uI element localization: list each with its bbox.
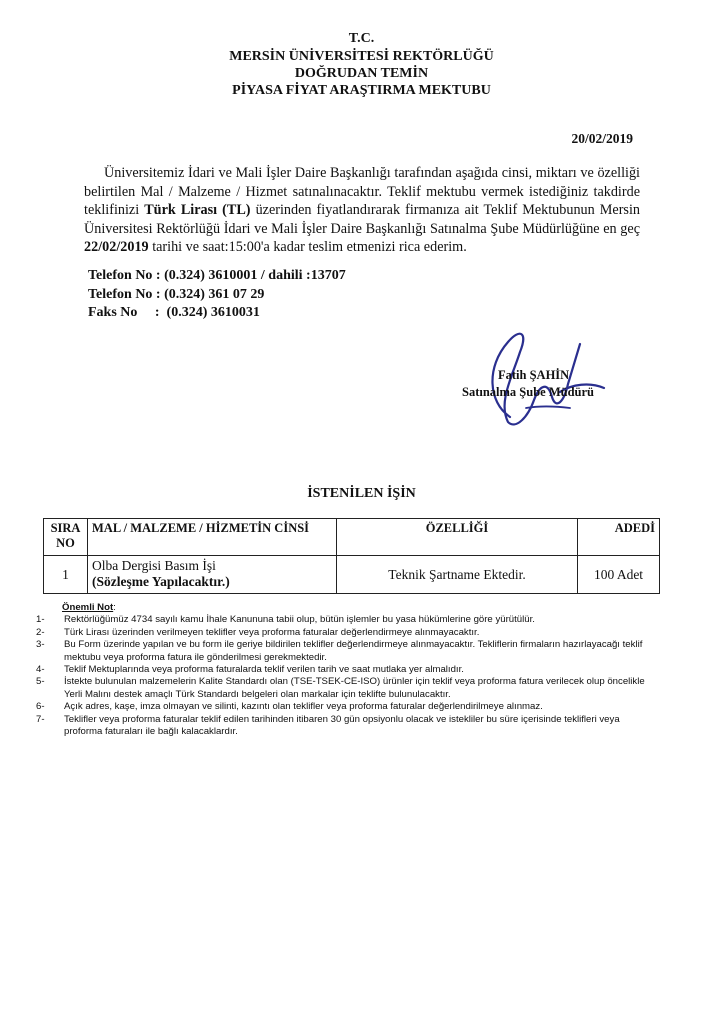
phone-line-2: Telefon No : (0.324) 361 07 29 — [88, 287, 265, 302]
header-specification: ÖZELLİĞİ — [337, 519, 578, 556]
list-item — [36, 627, 656, 639]
header-quantity: ADEDİ — [578, 519, 660, 556]
header-document-title: PİYASA FİYAT ARAŞTIRMA MEKTUBU — [232, 83, 491, 98]
body-text-2: üzerinden fiyatlandırarak firmanıza ait Teklif Mektubunun Mersin Üniversitesi Rektörlüğü İdari ve Mali İşler Daire Başkanlığı Satınalma Şube Müdürlüğüne en geç — [84, 202, 640, 237]
item-name-cell — [88, 556, 337, 594]
list-item — [36, 701, 656, 713]
note-number: 1- — [36, 614, 45, 626]
notes-title-line: Önemli Not: — [36, 602, 656, 614]
list-item — [36, 639, 656, 664]
note-text: İstekte bulunulan malzemelerin Kalite Standardı olan (TSE-TSEK-CE-ISO) ürünler için teklif veya proforma fatura verilecek olup öncelikle Yerli Malını destek amaçlı Türk Standardı belgeleri olan markalar için teklifte bulunulacaktır. — [64, 676, 645, 700]
note-text: Teklif Mektuplarında veya proforma faturalarda teklif verilen tarih ve saat mutlaka yer almalıdır. — [64, 664, 464, 676]
note-text: Bu Form üzerinde yapılan ve bu form ile geriye bildirilen teklifler değerlendirmeye alınmayacaktır. Tekliflerin firmaların hazırlayacağı teklif mektubu veya proforma fatura ile gönderilmesi gerekmektedir. — [64, 639, 643, 663]
table-header-row — [44, 519, 660, 556]
item-quantity: 100 Adet — [578, 556, 660, 594]
notes-title: Önemli Not — [62, 602, 114, 613]
header-sira-no: SIRA NO — [44, 519, 88, 556]
deadline-date: 22/02/2019 — [84, 239, 149, 256]
requested-items-table — [43, 518, 660, 594]
signature-block — [462, 367, 632, 401]
note-text: Türk Lirası üzerinden verilmeyen teklifler veya proforma faturalar değerlendirmeye alınmayacaktır. — [64, 626, 480, 638]
phone-line-1: Telefon No : (0.324) 3610001 / dahili :13707 — [88, 268, 346, 283]
body-text-1: Üniversitemiz İdari ve Mali İşler Daire Başkanlığı tarafından aşağıda cinsi, miktarı ve özelliği belirtilen Mal / Malzeme / Hizmet satınalınacaktır. Teklif mektubu vermek istediğiniz takdirde teklifinizi — [84, 165, 640, 219]
important-notes — [36, 602, 656, 738]
item-contract-note: (Sözleşme Yapılacaktır.) — [92, 574, 230, 589]
note-number: 5- — [36, 676, 45, 688]
list-item — [36, 614, 656, 626]
table-row — [44, 556, 660, 594]
list-item — [36, 664, 656, 676]
signatory-title: Satınalma Şube Müdürü — [462, 385, 594, 399]
row-number: 1 — [44, 556, 88, 594]
header-university: MERSİN ÜNİVERSİTESİ REKTÖRLÜĞÜ — [229, 49, 494, 64]
item-name: Olba Dergisi Basım İşi — [92, 558, 216, 573]
item-specification: Teknik Şartname Ektedir. — [337, 556, 578, 594]
note-number: 4- — [36, 664, 45, 676]
body-text-3: tarihi ve saat:15:00'a kadar teslim etmenizi rica ederim. — [148, 239, 467, 256]
letter-date: 20/02/2019 — [571, 131, 633, 146]
note-number: 2- — [36, 626, 45, 638]
header-tc: T.C. — [348, 31, 375, 46]
header-procurement-type: DOĞRUDAN TEMİN — [294, 66, 429, 81]
note-text: Rektörlüğümüz 4734 sayılı kamu İhale Kanununa tabii olup, bütün işlemler bu yasa hükümlerine göre yürütülür. — [64, 614, 535, 626]
list-item — [36, 714, 656, 739]
note-number: 7- — [36, 713, 45, 725]
list-item — [36, 676, 656, 701]
note-number: 6- — [36, 701, 45, 713]
note-text: Teklifler veya proforma faturalar teklif edilen tarihinden itibaren 30 gün opsiyonlu olacak ve istekliler bu süre içerisinde teklifleri veya proforma faturaları ile bağlı kalacaklardır. — [64, 713, 620, 738]
currency-text: Türk Lirası (TL) — [144, 202, 251, 219]
fax-line: Faks No : (0.324) 3610031 — [88, 305, 260, 320]
note-text: Açık adres, kaşe, imza olmayan ve silinti, kazıntı olan teklifler veya proforma faturalar değerlendirilmeye alınmaz. — [64, 701, 543, 713]
note-number: 3- — [36, 639, 45, 651]
section-title: İSTENİLEN İŞİN — [307, 486, 416, 501]
body-paragraph — [84, 164, 640, 257]
header-item-type: MAL / MALZEME / HİZMETİN CİNSİ — [88, 519, 337, 556]
signatory-name: Fatih ŞAHİN — [498, 368, 570, 382]
